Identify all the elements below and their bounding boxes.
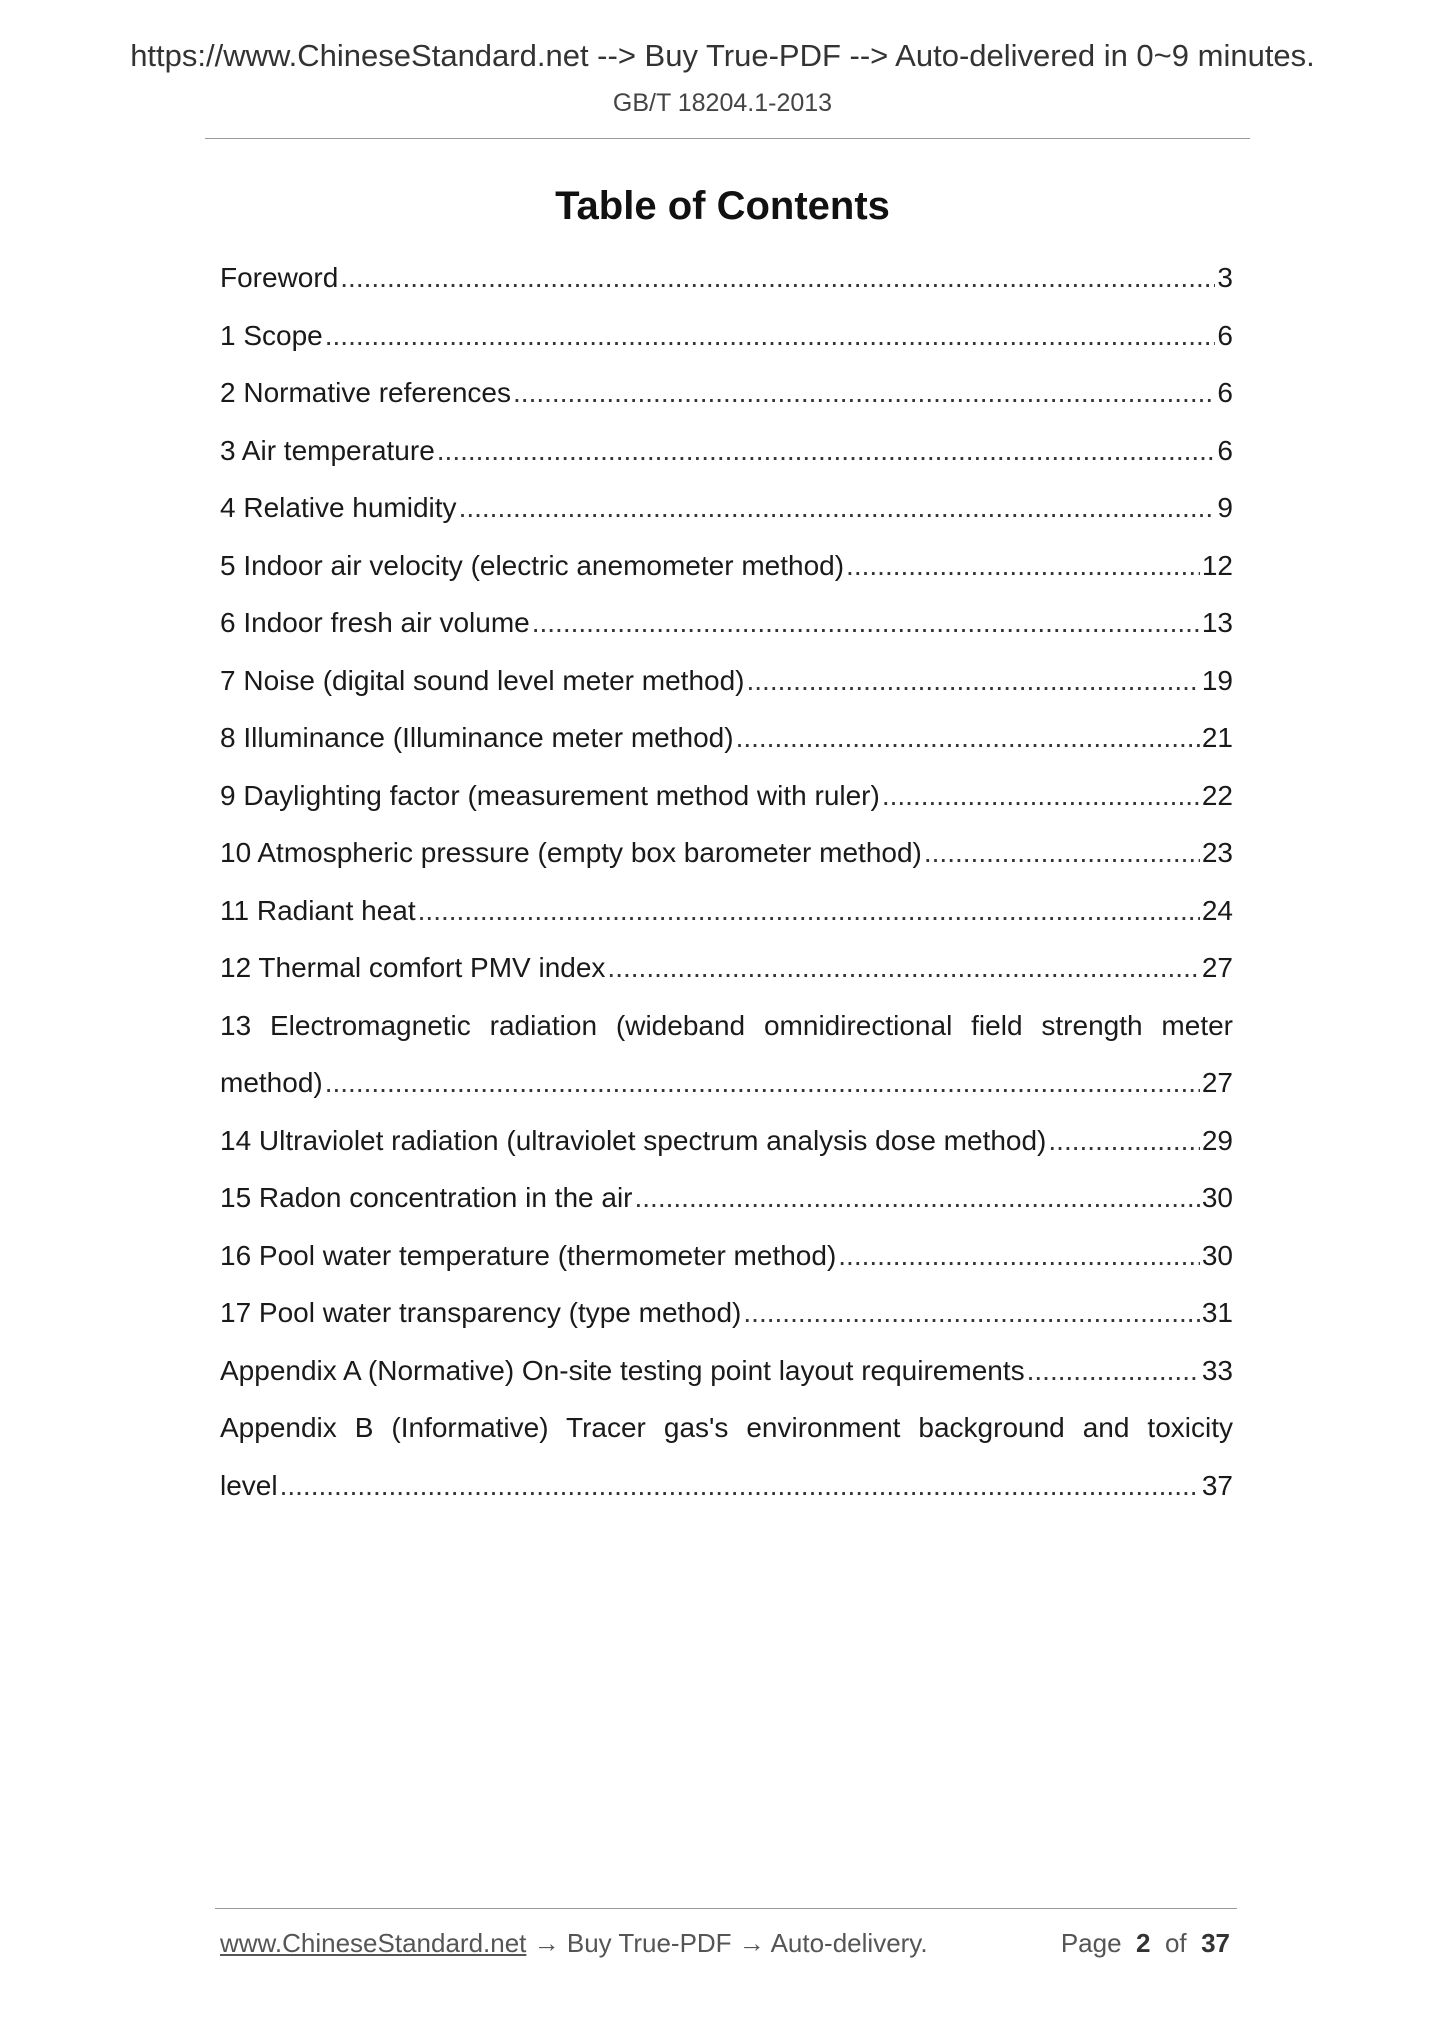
document-code: GB/T 18204.1-2013 [612, 89, 833, 117]
toc-entry-page: 9 [1217, 492, 1233, 523]
toc-entry-line1[interactable]: Appendix B (Informative) Tracer gas's environment background and toxicity [220, 1412, 1233, 1443]
page-indicator [1061, 1928, 1230, 1959]
toc-entry[interactable] [220, 829, 1233, 887]
toc-dot-leader [280, 1470, 1200, 1502]
footer-divider [215, 1908, 1237, 1909]
toc-dot-leader [325, 1067, 1200, 1099]
toc-dot-leader [437, 435, 1216, 467]
toc-entry[interactable] [220, 484, 1233, 542]
toc-entry-label: method) [220, 1067, 323, 1098]
toc-dot-leader [846, 550, 1200, 582]
toc-entry[interactable] [220, 944, 1233, 1002]
toc-dot-leader [736, 722, 1200, 754]
toc-entry-label: 2 Normative references [220, 377, 512, 408]
toc-entry[interactable] [220, 599, 1233, 657]
footer-tagline: → Buy True-PDF → Auto-delivery. [526, 1928, 928, 1958]
toc-dot-leader [513, 377, 1215, 409]
toc-entry-label: 17 Pool water transparency (type method) [220, 1297, 742, 1328]
toc-entry-label: 4 Relative humidity [220, 492, 457, 523]
toc-entry-label: 6 Indoor fresh air volume [220, 607, 530, 638]
footer [220, 1928, 1230, 1959]
toc-entry-label: 10 Atmospheric pressure (empty box barometer method) [220, 837, 922, 868]
toc-dot-leader [635, 1182, 1200, 1214]
toc-entry-label: 14 Ultraviolet radiation (ultraviolet spectrum analysis dose method) [220, 1124, 1047, 1156]
toc-entry[interactable] [220, 772, 1233, 830]
toc-entry-label: 8 Illuminance (Illuminance meter method) [220, 722, 734, 753]
toc-dot-leader [838, 1240, 1200, 1272]
toc-entry[interactable] [220, 1117, 1233, 1175]
toc-entry-label: 11 Radiant heat [220, 894, 416, 926]
header-banner: https://www.ChineseStandard.net --> Buy True-PDF --> Auto-delivered in 0~9 minutes. [130, 38, 1315, 73]
toc-entry-page: 27 [1201, 1067, 1233, 1098]
toc-dot-leader [340, 262, 1215, 294]
toc-entry[interactable] [220, 1347, 1233, 1405]
page-total: 37 [1201, 1928, 1230, 1958]
toc-entry-page: 19 [1201, 664, 1233, 696]
toc-entry-page: 29 [1201, 1124, 1233, 1156]
table-of-contents [220, 254, 1233, 1519]
toc-entry[interactable] [220, 427, 1233, 485]
toc-entry[interactable] [220, 369, 1233, 427]
toc-entry-page: 30 [1201, 1239, 1233, 1271]
toc-entry-label: 5 Indoor air velocity (electric anemometer method) [220, 549, 845, 581]
toc-entry-page: 6 [1217, 377, 1233, 408]
toc-entry[interactable] [220, 714, 1233, 772]
toc-entry-page: 33 [1201, 1354, 1233, 1386]
toc-entry-page: 24 [1201, 894, 1233, 926]
toc-entry[interactable] [220, 1462, 1233, 1520]
toc-entry-label: 12 Thermal comfort PMV index [220, 952, 606, 983]
toc-dot-leader [459, 492, 1216, 524]
toc-entry-page: 6 [1217, 319, 1233, 351]
page-current: 2 [1136, 1928, 1151, 1958]
toc-entry-label: 1 Scope [220, 319, 323, 351]
toc-dot-leader [607, 952, 1199, 984]
toc-entry-page: 13 [1201, 607, 1233, 638]
toc-entry-label: level [220, 1469, 278, 1501]
toc-entry[interactable] [220, 542, 1233, 600]
toc-entry-label: 16 Pool water temperature (thermometer method) [220, 1239, 837, 1271]
toc-entry-line1[interactable]: 13 Electromagnetic radiation (wideband omnidirectional field strength meter [220, 1009, 1233, 1041]
toc-entry-page: 31 [1201, 1297, 1233, 1328]
toc-entry[interactable] [220, 657, 1233, 715]
footer-site-link[interactable]: www.ChineseStandard.net [220, 1928, 527, 1958]
toc-entry[interactable] [220, 254, 1233, 312]
toc-dot-leader [746, 665, 1199, 697]
toc-dot-leader [532, 607, 1200, 639]
toc-entry-page: 6 [1217, 434, 1233, 466]
toc-entry-page: 12 [1201, 549, 1233, 581]
toc-dot-leader [924, 837, 1200, 869]
toc-entry[interactable] [220, 1174, 1233, 1232]
toc-entry-page: 22 [1201, 779, 1233, 811]
toc-entry-page: 3 [1217, 262, 1233, 293]
toc-entry-page: 27 [1201, 952, 1233, 983]
toc-dot-leader [1027, 1355, 1200, 1387]
toc-entry-page: 23 [1201, 837, 1233, 868]
page-of: of [1164, 1928, 1187, 1958]
header-divider [205, 138, 1250, 139]
toc-entry-label: 3 Air temperature [220, 434, 435, 466]
toc-entry-page: 21 [1201, 722, 1233, 753]
page-title: Table of Contents [555, 184, 890, 228]
toc-dot-leader [743, 1297, 1199, 1329]
toc-entry-label: Appendix A (Normative) On-site testing point layout requirements [220, 1354, 1025, 1386]
toc-entry-label: 7 Noise (digital sound level meter method) [220, 664, 745, 696]
toc-entry[interactable] [220, 1059, 1233, 1117]
toc-entry-page: 30 [1201, 1182, 1233, 1213]
toc-entry[interactable] [220, 1232, 1233, 1290]
toc-dot-leader [1048, 1125, 1199, 1157]
toc-entry[interactable] [220, 1289, 1233, 1347]
toc-entry-label: 9 Daylighting factor (measurement method with ruler) [220, 779, 880, 811]
toc-entry-page: 37 [1201, 1469, 1233, 1501]
toc-dot-leader [325, 320, 1216, 352]
toc-dot-leader [418, 895, 1200, 927]
toc-entry[interactable] [220, 312, 1233, 370]
page-word: Page [1060, 1928, 1122, 1958]
toc-entry-label: Foreword [220, 262, 339, 293]
toc-entry-label: 15 Radon concentration in the air [220, 1182, 633, 1213]
toc-entry[interactable] [220, 887, 1233, 945]
toc-dot-leader [882, 780, 1200, 812]
